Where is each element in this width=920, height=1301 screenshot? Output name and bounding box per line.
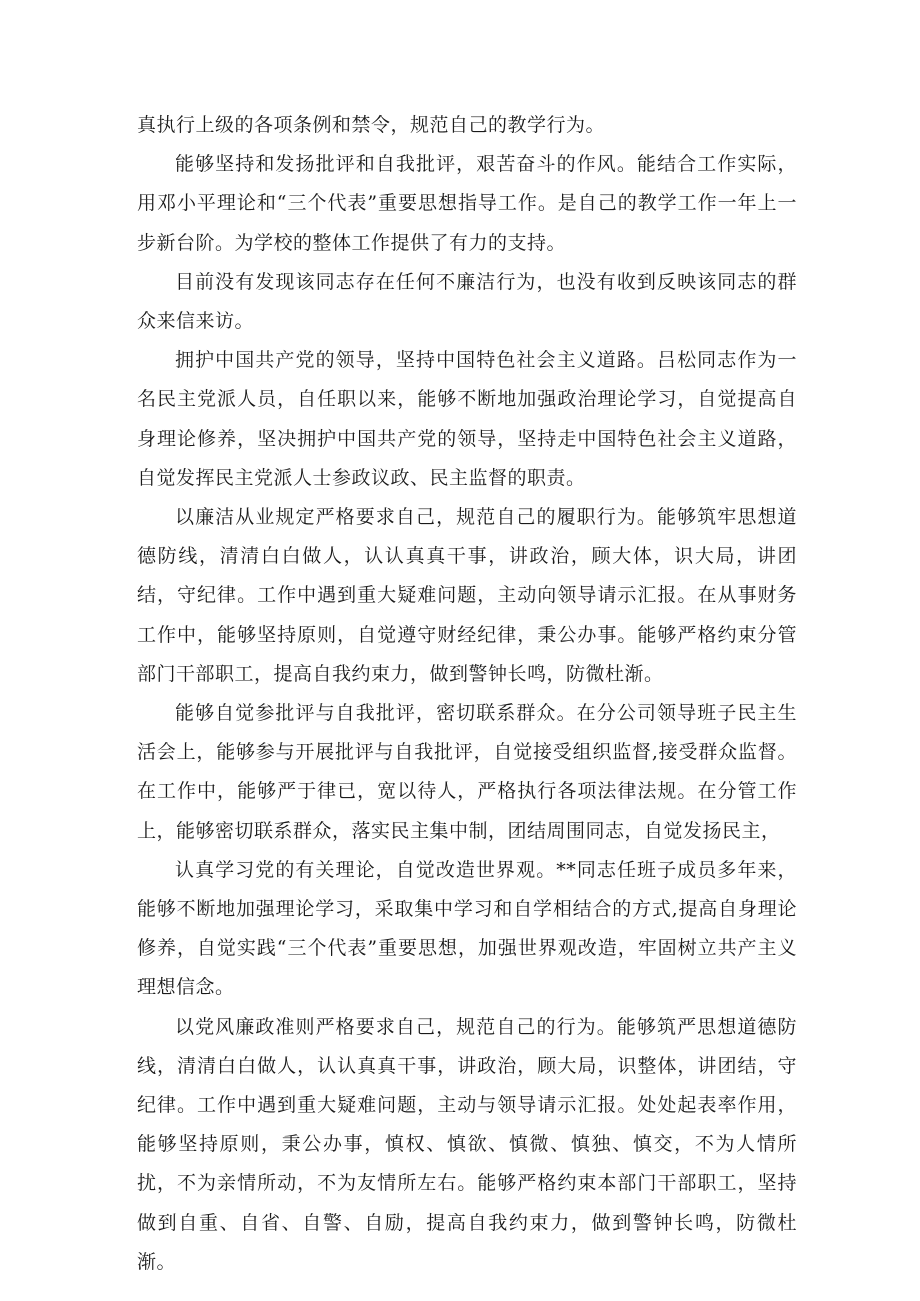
paragraph-1: 真执行上级的各项条例和禁令，规范自己的教学行为。 (137, 114, 606, 136)
document-body (137, 106, 797, 1282)
paragraph-8: 以党风廉政准则严格要求自己，规范自己的行为。能够筑严思想道德防线，清清白白做人，认认真真干事，讲政治，顾大局，识整体，讲团结，守纪律。工作中遇到重大疑难问题，主动与领导请示汇报。处处起表率作用，能够坚持原则，秉公办事，慎权、慎欲、慎微、慎独、慎交，不为人情所扰，不为亲情所动，不为友情所左右。能够严格约束本部门干部职工，坚持做到自重、自省、自警、自励，提高自我约束力，做到警钟长鸣，防微杜渐。 (137, 1015, 797, 1273)
paragraph-7: 认真学习党的有关理论，自觉改造世界观。**同志任班子成员多年来，能够不断地加强理论学习，采取集中学习和自学相结合的方式,提高自身理论修养，自觉实践“三个代表”重要思想，加强世界观改造，牢固树立共产主义理想信念。 (137, 858, 797, 999)
paragraph-4: 拥护中国共产党的领导，坚持中国特色社会主义道路。吕松同志作为一名民主党派人员，自任职以来，能够不断地加强政治理论学习，自觉提高自身理论修养，坚决拥护中国共产党的领导，坚持走中国特色社会主义道路，自觉发挥民主党派人士参政议政、民主监督的职责。 (137, 349, 797, 489)
paragraph-6: 能够自觉参批评与自我批评，密切联系群众。在分公司领导班子民主生活会上，能够参与开展批评与自我批评，自觉接受组织监督,接受群众监督。在工作中，能够严于律已，宽以待人，严格执行各项法律法规。在分管工作上，能够密切联系群众，落实民主集中制，团结周围同志，自觉发扬民主， (137, 702, 797, 842)
paragraph-5: 以廉洁从业规定严格要求自己，规范自己的履职行为。能够筑牢思想道德防线，清清白白做人，认认真真干事，讲政治，顾大体，识大局，讲团结，守纪律。工作中遇到重大疑难问题，主动向领导请示汇报。在从事财务工作中，能够坚持原则，自觉遵守财经纪律，秉公办事。能够严格约束分管部门干部职工，提高自我约束力，做到警钟长鸣，防微杜渐。 (137, 506, 797, 685)
paragraph-2: 能够坚持和发扬批评和自我批评，艰苦奋斗的作风。能结合工作实际，用邓小平理论和“三个代表”重要思想指导工作。是自己的教学工作一年上一步新台阶。为学校的整体工作提供了有力的支持。 (137, 153, 797, 254)
paragraph-3: 目前没有发现该同志存在任何不廉洁行为，也没有收到反映该同志的群众来信来访。 (137, 270, 797, 333)
